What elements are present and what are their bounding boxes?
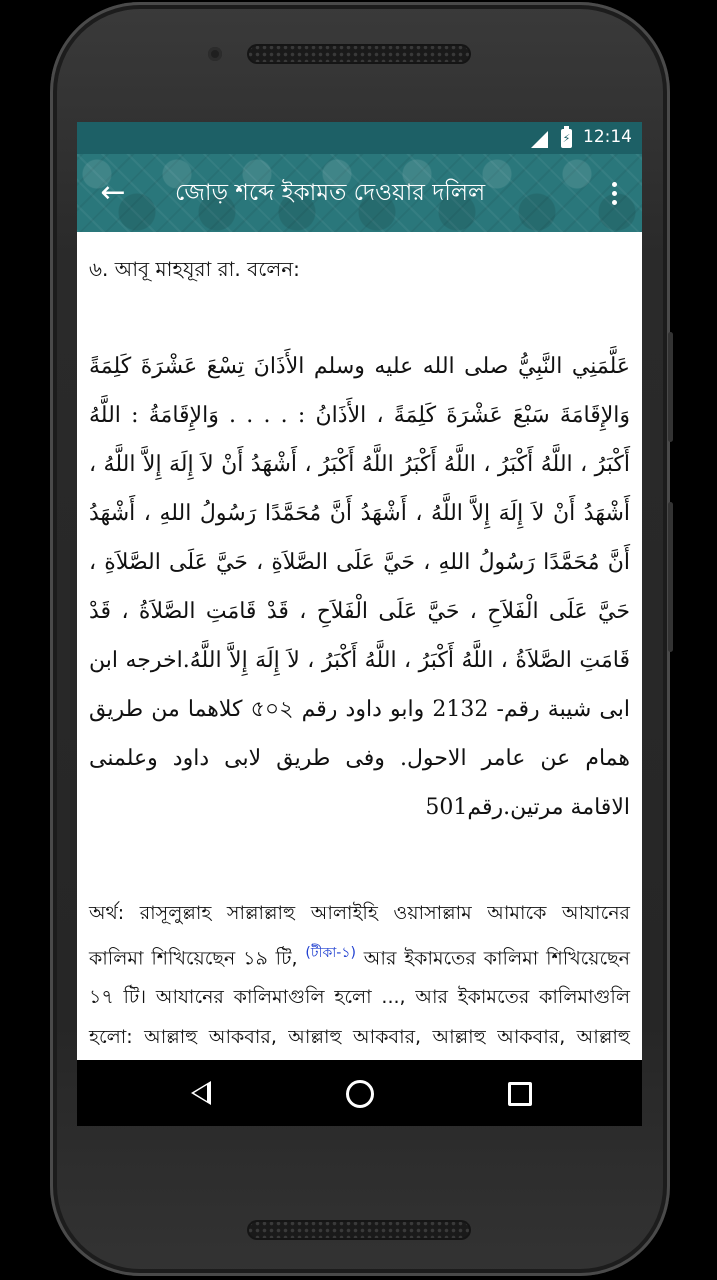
battery-charging-icon xyxy=(561,129,572,148)
top-speaker xyxy=(247,44,471,64)
volume-button xyxy=(668,502,673,652)
more-dot xyxy=(612,182,617,187)
translation-part-2: আর ইকামতের কালিমা শিখিয়েছেন ১৭ টি। আযানের কালিমাগুলি হলো ..., আর ইকামতের কালিমাগুলি হলো: আল্লাহু আকবার, আল্লাহু আকবার, আল্লাহু আকবার, আল্লাহু xyxy=(89,946,630,1048)
arrow-back-icon: ← xyxy=(100,175,126,210)
navigation-bar xyxy=(77,1060,642,1126)
nav-recents-icon[interactable] xyxy=(508,1082,532,1106)
nav-home-icon[interactable] xyxy=(346,1080,374,1108)
nav-back-icon[interactable] xyxy=(191,1081,211,1105)
bottom-speaker xyxy=(247,1220,471,1240)
translation-part-1: অর্থ: রাসূলুল্লাহ সাল্লাল্লাহু আলাইহি ওয়াসাল্লাম আমাকে আযানের কালিমা শিখিয়েছেন ১৯ টি, xyxy=(89,902,630,969)
app-bar xyxy=(77,154,642,232)
back-button[interactable] xyxy=(91,171,135,215)
status-time: 12:14 xyxy=(583,127,632,147)
power-button xyxy=(668,332,673,442)
hadith-heading: ৬. আবূ মাহযূরা রা. বলেন: xyxy=(89,257,300,281)
status-bar xyxy=(77,122,642,154)
front-camera xyxy=(208,47,222,61)
footnote-link[interactable]: (টীকা-১) xyxy=(305,944,356,961)
more-dot xyxy=(612,200,617,205)
article-content[interactable] xyxy=(77,232,642,1060)
page-title: জোড় শব্দে ইকামত দেওয়ার দলিল xyxy=(175,180,486,206)
arabic-text: عَلَّمَنِي النَّبِيُّ صلى الله عليه وسلم الأَذَانَ تِسْعَ عَشْرَةَ كَلِمَةً وَالإِقَامَةَ سَبْعَ عَشْرَةَ كَلِمَةً ، الأَذَانُ : . . . . وَالإِقَامَةُ : اللَّهُ أَكْبَرُ ، اللَّهُ أَكْبَرُ ، اللَّهُ أَكْبَرُ اللَّهُ أَكْبَرُ ، أَشْهَدُ أَنْ لاَ إِلَهَ إِلاَّ اللَّهُ ، أَشْهَدُ أَنْ لاَ إِلَهَ إِلاَّ اللَّهُ ، أَشْهَدُ أَنَّ مُحَمَّدًا رَسُولُ اللهِ ، أَشْهَدُ أَنَّ مُحَمَّدًا رَسُولُ اللهِ ، حَيَّ عَلَى الصَّلاَةِ ، حَيَّ عَلَى الصَّلاَةِ ، حَيَّ عَلَى الْفَلاَحِ ، حَيَّ عَلَى الْفَلاَحِ ، قَدْ قَامَتِ الصَّلاَةُ ، قَدْ قَامَتِ الصَّلاَةُ ، اللَّهُ أَكْبَرُ ، اللَّهُ أَكْبَرُ ، لاَ إِلَهَ إِلاَّ اللَّهُ.اخرجه ابن ابى شيبة رقم- 2132 وابو داود رقم ৫০২ كلاهما من طريق همام عن عامر الاحول. وفى طريق لابى داود وعلمنى الاقامة مرتين.رقم501 xyxy=(89,354,630,820)
screen xyxy=(77,122,642,1126)
more-vert-icon[interactable] xyxy=(600,171,628,215)
more-dot xyxy=(612,191,617,196)
signal-icon xyxy=(531,131,548,148)
